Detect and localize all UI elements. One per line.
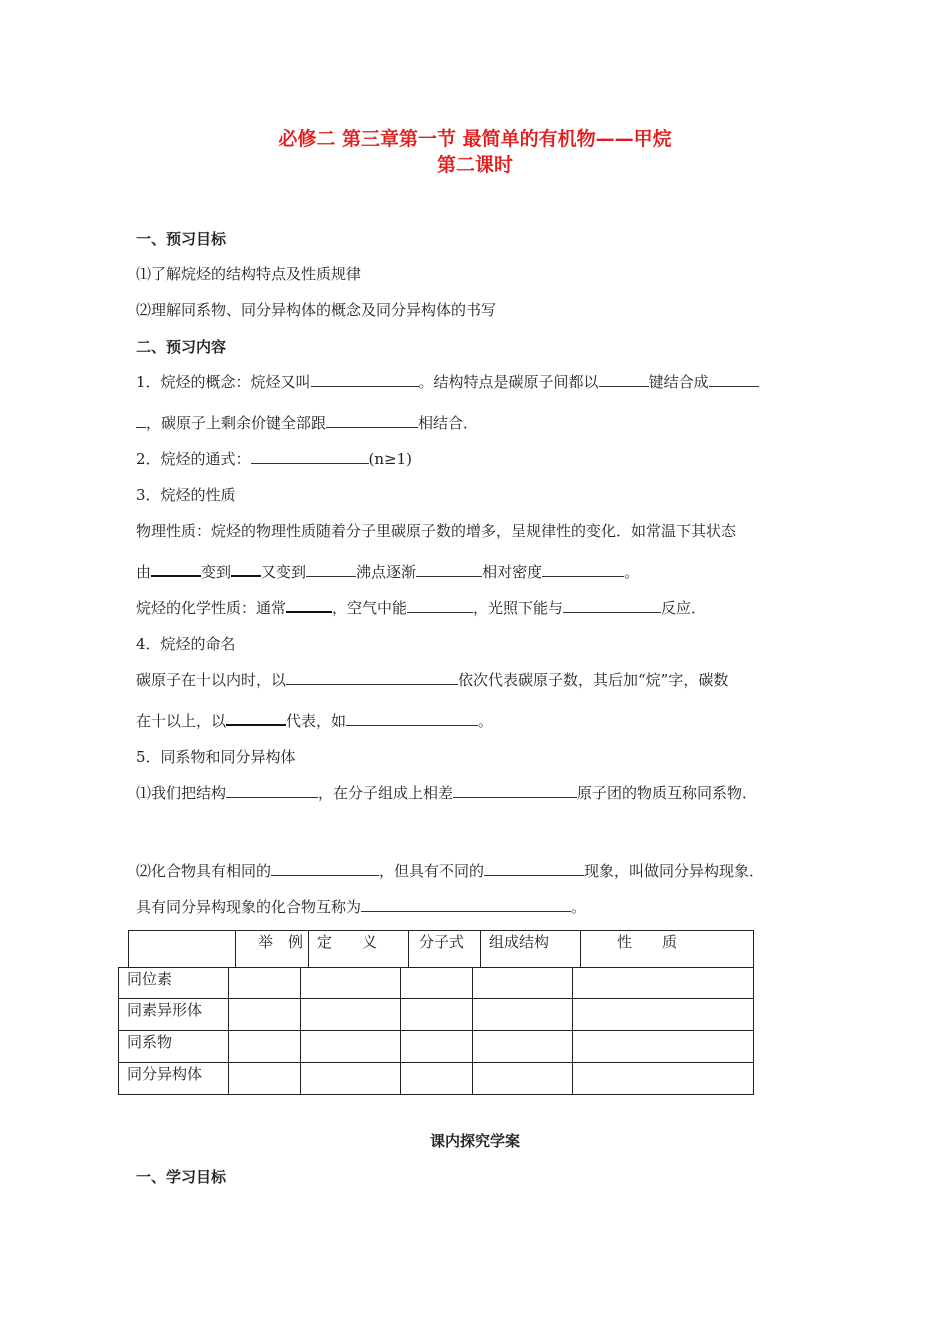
blank[interactable] (599, 372, 649, 387)
table-header-empty (128, 930, 236, 968)
q1-text-e: 相结合． (418, 414, 479, 432)
naming-line-2 (136, 710, 493, 731)
table-cell[interactable] (572, 1030, 754, 1063)
question-4: 4．烷烃的命名 (136, 635, 236, 653)
table-cell[interactable] (472, 998, 573, 1031)
table-cell[interactable] (228, 1062, 301, 1095)
state-text-d: 沸点逐渐 (356, 563, 417, 581)
table-cell[interactable] (572, 967, 754, 999)
chem-text-c: ，光照下能与 (473, 599, 564, 617)
blank[interactable] (361, 897, 571, 912)
blank[interactable] (484, 861, 584, 876)
physical-properties: 物理性质：烷烃的物理性质随着分子里碳原子数的增多，呈规律性的变化．如常温下其状态 (136, 522, 737, 540)
p2-text-c: 现象，叫做同分异构现象． (584, 862, 765, 880)
table-header: 组成结构 (480, 930, 581, 968)
table-header: 定 义 (308, 930, 409, 968)
state-text-a: 由 (136, 563, 152, 581)
chem-text-b: ，空气中能 (332, 599, 408, 617)
question-1-line-1 (136, 371, 759, 392)
blank[interactable] (709, 372, 759, 387)
blank[interactable] (226, 710, 286, 726)
table-cell[interactable] (472, 1062, 573, 1095)
naming-line-1 (136, 669, 728, 690)
blank[interactable] (407, 598, 473, 613)
blank[interactable] (251, 449, 369, 464)
section-heading-preview-content: 二、预习内容 (136, 338, 227, 356)
name-text-d: 代表，如 (286, 712, 347, 730)
blank[interactable] (286, 670, 458, 685)
q2-text-a: 2．烷烃的通式： (136, 450, 251, 468)
table-cell[interactable] (400, 1062, 473, 1095)
table-cell[interactable] (300, 1062, 401, 1095)
table-cell[interactable] (472, 1030, 573, 1063)
blank[interactable] (416, 562, 482, 577)
chem-text-a: 烷烃的化学性质：通常 (136, 599, 287, 617)
document-subtitle: 第二课时 (436, 154, 513, 176)
blank[interactable] (563, 598, 661, 613)
q1-text-b: 。结构特点是碳原子间都以 (418, 373, 599, 391)
table-row-label: 同素异形体 (118, 998, 229, 1031)
name-text-b: 依次代表碳原子数，其后加“烷”字，碳数 (458, 671, 729, 689)
blank[interactable] (311, 372, 419, 387)
question-5: 5．同系物和同分异构体 (136, 748, 296, 766)
question-2 (136, 448, 412, 469)
blank[interactable] (542, 562, 624, 577)
table-cell[interactable] (228, 998, 301, 1031)
name-text-e: 。 (478, 712, 494, 730)
p3-text-b: 。 (571, 898, 587, 916)
table-header: 分子式 (408, 930, 481, 968)
table-cell[interactable] (300, 967, 401, 999)
table-cell[interactable] (228, 1030, 301, 1063)
q2-text-b: (n≥1) (368, 450, 413, 468)
goal-1: ⑴了解烷烃的结构特点及性质规律 (136, 265, 362, 283)
document-title: 必修二 第三章第一节 最简单的有机物——甲烷 (278, 128, 672, 150)
q1-text-a: 1．烷烃的概念：烷烃又叫 (136, 373, 311, 391)
blank[interactable] (231, 561, 261, 577)
part-2-title: 课内探究学案 (429, 1132, 520, 1150)
table-cell[interactable] (400, 967, 473, 999)
blank[interactable] (151, 561, 201, 577)
blank[interactable] (306, 562, 356, 577)
q1-text-c: 键结合成 (648, 373, 709, 391)
blank[interactable] (453, 783, 577, 798)
state-text-f: 。 (624, 563, 640, 581)
question-3: 3．烷烃的性质 (136, 486, 236, 504)
p1-text-b: ，在分子组成上相差 (318, 784, 454, 802)
table-header: 举 例 (235, 930, 309, 968)
isomer-definition (136, 860, 764, 881)
chem-text-d: 反应． (661, 599, 707, 617)
blank[interactable] (286, 597, 332, 613)
state-change-line (136, 561, 639, 582)
table-cell[interactable] (300, 1030, 401, 1063)
table-header: 性 质 (580, 930, 754, 968)
state-text-e: 相对密度 (482, 563, 543, 581)
q1-text-d: ，碳原子上剩余价键全部跟 (146, 414, 327, 432)
comparison-table (118, 930, 754, 1095)
p2-text-b: ，但具有不同的 (379, 862, 485, 880)
blank[interactable] (271, 861, 379, 876)
isomer-term (136, 896, 586, 917)
section-heading-preview-goals: 一、预习目标 (136, 230, 227, 248)
table-cell[interactable] (300, 998, 401, 1031)
chemical-properties-line (136, 597, 706, 618)
blank[interactable] (346, 711, 478, 726)
table-row-label: 同分异构体 (118, 1062, 229, 1095)
table-cell[interactable] (572, 998, 754, 1031)
blank[interactable] (136, 413, 146, 428)
table-cell[interactable] (472, 967, 573, 999)
name-text-c: 在十以上，以 (136, 712, 227, 730)
table-cell[interactable] (400, 1030, 473, 1063)
section-heading-learning-goals: 一、学习目标 (136, 1168, 227, 1186)
state-text-b: 变到 (201, 563, 232, 581)
p3-text-a: 具有同分异构现象的化合物互称为 (136, 898, 362, 916)
name-text-a: 碳原子在十以内时，以 (136, 671, 287, 689)
p1-text-a: ⑴我们把结构 (136, 784, 227, 802)
table-cell[interactable] (228, 967, 301, 999)
question-1-line-2 (136, 412, 478, 433)
table-cell[interactable] (400, 998, 473, 1031)
table-row-label: 同系物 (118, 1030, 229, 1063)
blank[interactable] (326, 413, 418, 428)
goal-2: ⑵理解同系物、同分异构体的概念及同分异构体的书写 (136, 301, 497, 319)
p1-text-c: 原子团的物质互称同系物． (577, 784, 758, 802)
table-row-label: 同位素 (118, 967, 229, 999)
p2-text-a: ⑵化合物具有相同的 (136, 862, 272, 880)
blank[interactable] (226, 783, 318, 798)
table-cell[interactable] (572, 1062, 754, 1095)
homolog-definition (136, 782, 757, 803)
state-text-c: 又变到 (261, 563, 307, 581)
